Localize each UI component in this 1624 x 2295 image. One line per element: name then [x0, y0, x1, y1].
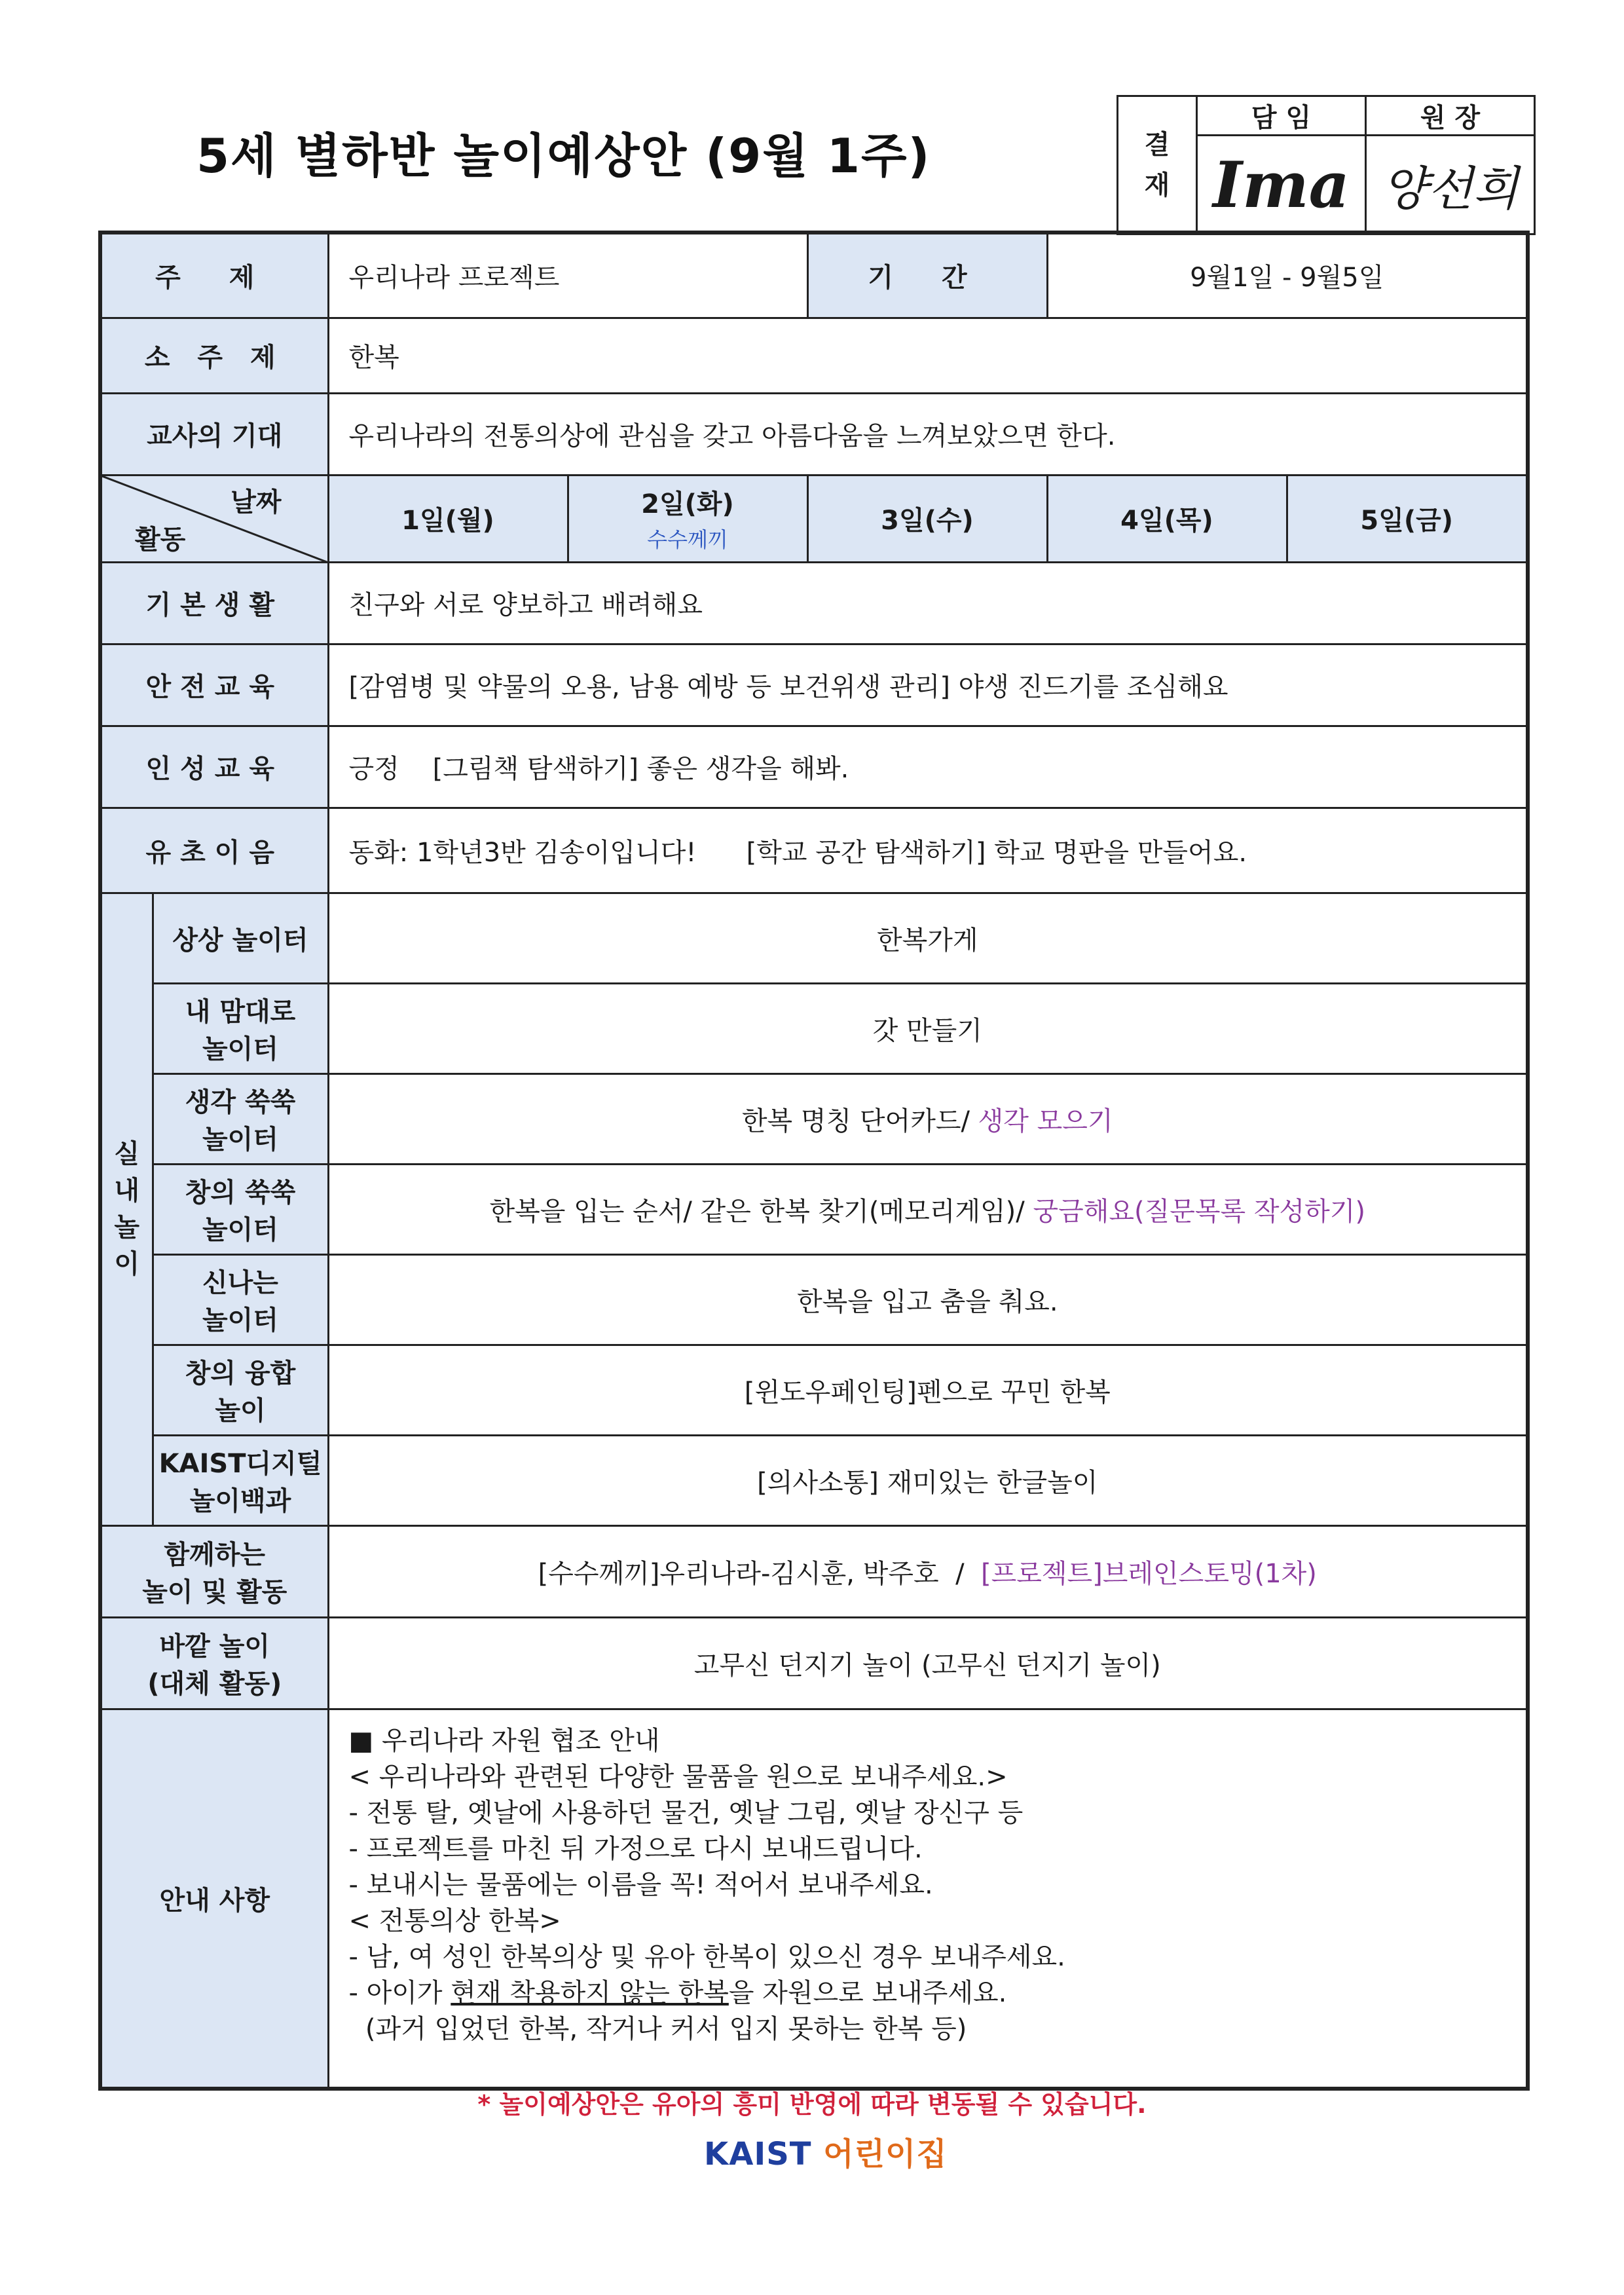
indoor-play-label: 실 내 놀 이 [100, 893, 153, 1525]
indoor-content-5: 한복을 입고 춤을 춰요. [328, 1254, 1528, 1345]
indoor-label-4: 창의 쑥쑥 놀이터 [153, 1164, 328, 1254]
notice-line: - 전통 탈, 옛날에 사용하던 물건, 옛날 그림, 옛날 장신구 등 [348, 1797, 1024, 1828]
day-3: 3일(수) [807, 475, 1047, 562]
period-label: 기 간 [807, 233, 1047, 318]
notice-line: - 보내시는 물품에는 이름을 꼭! 적어서 보내주세요. [348, 1869, 933, 1900]
transition-label: 유초이음 [100, 808, 328, 893]
period-value: 9월1일 - 9월5일 [1047, 233, 1528, 318]
kaist-logo: KAIST 어린이집 [704, 2136, 948, 2173]
notice-line: (과거 입었던 한복, 작거나 커서 입지 못하는 한복 등) [348, 2013, 967, 2044]
notice-label: 안내 사항 [100, 1709, 328, 2089]
basic-value: 친구와 서로 양보하고 배려해요 [328, 562, 1528, 644]
notice-content [328, 1709, 1528, 2089]
indoor-label-2: 내 맘대로 놀이터 [153, 983, 328, 1073]
outdoor-value: 고무신 던지기 놀이 (고무신 던지기 놀이) [328, 1617, 1528, 1709]
indoor-label-7: KAIST디지털 놀이백과 [153, 1435, 328, 1525]
indoor-content-3: 한복 명칭 단어카드/ 생각 모으기 [328, 1073, 1528, 1164]
theme-value: 우리나라 프로젝트 [328, 233, 807, 318]
character-label: 인성교육 [100, 726, 328, 808]
indoor-label-5: 신나는 놀이터 [153, 1254, 328, 1345]
approval-box [1116, 95, 1536, 235]
footer-note: * 놀이예상안은 유아의 흥미 반영에 따라 변동될 수 있습니다. [477, 2090, 1147, 2119]
basic-label: 기본생활 [100, 562, 328, 644]
character-value: 긍정 [그림책 탐색하기] 좋은 생각을 해봐. [328, 726, 1528, 808]
teacher-signature: Ima [1197, 136, 1366, 234]
plan-table [98, 231, 1530, 2091]
notice-line: ■ 우리나라 자원 협조 안내 [348, 1725, 660, 1756]
together-value: [수수께끼]우리나라-김시훈, 박주호 / [프로젝트]브레인스토밍(1차) [328, 1525, 1528, 1617]
date-activity-header: 날짜 활동 [100, 475, 328, 562]
day-5: 5일(금) [1287, 475, 1528, 562]
outdoor-label: 바깥 놀이 (대체 활동) [100, 1617, 328, 1709]
indoor-content-2: 갓 만들기 [328, 983, 1528, 1073]
approval-director-header: 원 장 [1366, 96, 1535, 136]
theme-label: 주 제 [100, 233, 328, 318]
subtheme-value: 한복 [328, 318, 1528, 393]
safety-label: 안전교육 [100, 644, 328, 726]
safety-value: [감염병 및 약물의 오용, 남용 예방 등 보건위생 관리] 야생 진드기를 조심해요 [328, 644, 1528, 726]
indoor-label-1: 상상 놀이터 [153, 893, 328, 983]
indoor-content-7: [의사소통] 재미있는 한글놀이 [328, 1435, 1528, 1525]
day-2: 2일(화) 수수께끼 [568, 475, 807, 562]
indoor-label-6: 창의 융합 놀이 [153, 1345, 328, 1435]
transition-value: 동화: 1학년3반 김송이입니다! [학교 공간 탐색하기] 학교 명판을 만들어요. [328, 808, 1528, 893]
expect-value: 우리나라의 전통의상에 관심을 갖고 아름다움을 느껴보았으면 한다. [328, 393, 1528, 475]
notice-line: < 전통의상 한복> [348, 1905, 561, 1936]
notice-line: - 프로젝트를 마친 뒤 가정으로 다시 보내드립니다. [348, 1833, 923, 1864]
together-label: 함께하는 놀이 및 활동 [100, 1525, 328, 1617]
day-1: 1일(월) [328, 475, 568, 562]
indoor-content-6: [윈도우페인팅]펜으로 꾸민 한복 [328, 1345, 1528, 1435]
director-signature: 양선희 [1366, 136, 1535, 234]
indoor-label-3: 생각 쑥쑥 놀이터 [153, 1073, 328, 1164]
indoor-content-4: 한복을 입는 순서/ 같은 한복 찾기(메모리게임)/ 궁금해요(질문목록 작성하기) [328, 1164, 1528, 1254]
day-4: 4일(목) [1047, 475, 1287, 562]
subtheme-label: 소 주 제 [100, 318, 328, 393]
notice-line: - 아이가 현재 착용하지 않는 한복을 자원으로 보내주세요. [348, 1977, 1007, 2008]
notice-line: < 우리나라와 관련된 다양한 물품을 원으로 보내주세요.> [348, 1761, 1008, 1792]
approval-label: 결 재 [1118, 96, 1197, 234]
page-title: 5세 별하반 놀이예상안 (9월 1주) [196, 128, 931, 183]
approval-teacher-header: 담 임 [1197, 96, 1366, 136]
notice-line: - 남, 여 성인 한복의상 및 유아 한복이 있으신 경우 보내주세요. [348, 1941, 1065, 1972]
indoor-content-1: 한복가게 [328, 893, 1528, 983]
expect-label: 교사의 기대 [100, 393, 328, 475]
